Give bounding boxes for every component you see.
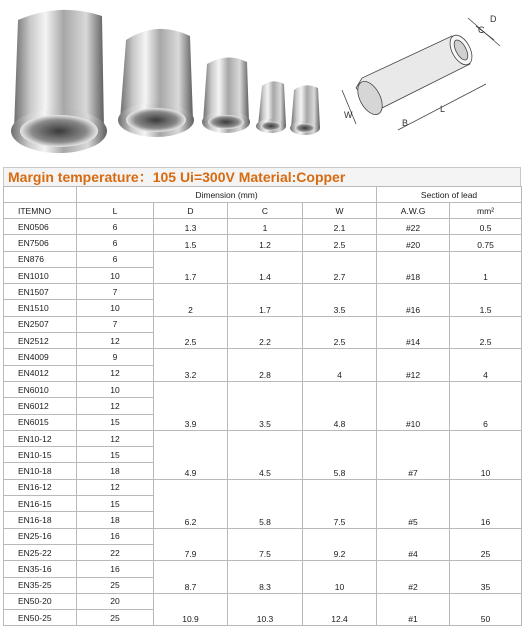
width-w-cell: 2.5 bbox=[303, 235, 377, 251]
item-number-cell: EN16-12 bbox=[4, 479, 77, 495]
cross-section-cell: 35 bbox=[450, 561, 522, 594]
item-number-cell: EN0506 bbox=[4, 219, 77, 235]
cross-section-cell: 0.5 bbox=[450, 219, 522, 235]
diameter-c-cell: 1 bbox=[228, 219, 303, 235]
length-cell: 6 bbox=[77, 219, 154, 235]
diameter-d-cell: 10.9 bbox=[154, 593, 228, 626]
item-number-cell: EN4012 bbox=[4, 365, 77, 381]
width-w-cell: 7.5 bbox=[303, 479, 377, 528]
ferrule-dimension-diagram bbox=[342, 18, 500, 130]
awg-cell: #10 bbox=[377, 381, 450, 430]
cross-section-cell: 2.5 bbox=[450, 316, 522, 349]
width-w-cell: 9.2 bbox=[303, 528, 377, 561]
cross-section-cell: 4 bbox=[450, 349, 522, 382]
ferrule-large-photo bbox=[11, 10, 107, 153]
ferrule-tiny-photo-2 bbox=[290, 85, 320, 135]
item-number-cell: EN6010 bbox=[4, 381, 77, 397]
item-number-cell: EN7506 bbox=[4, 235, 77, 251]
table-row bbox=[4, 381, 522, 397]
diameter-c-cell: 10.3 bbox=[228, 593, 303, 626]
diameter-c-cell: 3.5 bbox=[228, 381, 303, 430]
header-lead-group: Section of lead bbox=[377, 187, 522, 203]
width-w-cell: 5.8 bbox=[303, 430, 377, 479]
item-number-cell: EN10-12 bbox=[4, 430, 77, 446]
item-number-cell: EN1510 bbox=[4, 300, 77, 316]
length-cell: 18 bbox=[77, 512, 154, 528]
awg-cell: #14 bbox=[377, 316, 450, 349]
diameter-c-cell: 1.7 bbox=[228, 284, 303, 317]
dimension-label-d: D bbox=[490, 14, 497, 24]
length-cell: 12 bbox=[77, 479, 154, 495]
item-number-cell: EN35-16 bbox=[4, 561, 77, 577]
length-cell: 15 bbox=[77, 414, 154, 430]
item-number-cell: EN1507 bbox=[4, 284, 77, 300]
table-row bbox=[4, 251, 522, 267]
awg-cell: #18 bbox=[377, 251, 450, 284]
length-cell: 6 bbox=[77, 235, 154, 251]
length-cell: 16 bbox=[77, 528, 154, 544]
ferrule-medium-photo bbox=[118, 29, 194, 137]
diameter-d-cell: 7.9 bbox=[154, 528, 228, 561]
table-row bbox=[4, 284, 522, 300]
width-w-cell: 3.5 bbox=[303, 284, 377, 317]
item-number-cell: EN10-15 bbox=[4, 447, 77, 463]
width-w-cell: 12.4 bbox=[303, 593, 377, 626]
header-row-groups bbox=[4, 187, 522, 203]
width-w-cell: 4 bbox=[303, 349, 377, 382]
diameter-d-cell: 3.9 bbox=[154, 381, 228, 430]
width-w-cell: 2.1 bbox=[303, 219, 377, 235]
length-cell: 12 bbox=[77, 333, 154, 349]
item-number-cell: EN35-25 bbox=[4, 577, 77, 593]
dimension-label-c: C bbox=[478, 25, 485, 35]
length-cell: 12 bbox=[77, 398, 154, 414]
ferrule-small-photo bbox=[202, 57, 250, 133]
diameter-d-cell: 6.2 bbox=[154, 479, 228, 528]
column-header-w: W bbox=[303, 203, 377, 219]
item-number-cell: EN16-18 bbox=[4, 512, 77, 528]
item-number-cell: EN10-18 bbox=[4, 463, 77, 479]
awg-cell: #1 bbox=[377, 593, 450, 626]
item-number-cell: EN25-16 bbox=[4, 528, 77, 544]
table-row bbox=[4, 528, 522, 544]
table-row bbox=[4, 479, 522, 495]
length-cell: 12 bbox=[77, 365, 154, 381]
item-number-cell: EN2512 bbox=[4, 333, 77, 349]
item-number-cell: EN16-15 bbox=[4, 496, 77, 512]
diameter-c-cell: 8.3 bbox=[228, 561, 303, 594]
column-header-d: D bbox=[154, 203, 228, 219]
table-row bbox=[4, 593, 522, 609]
width-w-cell: 4.8 bbox=[303, 381, 377, 430]
length-cell: 25 bbox=[77, 610, 154, 626]
column-header-itemno: ITEMNO bbox=[4, 203, 77, 219]
diameter-c-cell: 4.5 bbox=[228, 430, 303, 479]
cross-section-cell: 16 bbox=[450, 479, 522, 528]
length-cell: 10 bbox=[77, 267, 154, 283]
awg-cell: #20 bbox=[377, 235, 450, 251]
cross-section-cell: 25 bbox=[450, 528, 522, 561]
diameter-d-cell: 8.7 bbox=[154, 561, 228, 594]
diameter-c-cell: 2.8 bbox=[228, 349, 303, 382]
column-header-l: L bbox=[77, 203, 154, 219]
column-header-c: C bbox=[228, 203, 303, 219]
length-cell: 18 bbox=[77, 463, 154, 479]
table-row bbox=[4, 561, 522, 577]
diameter-d-cell: 2 bbox=[154, 284, 228, 317]
width-w-cell: 2.5 bbox=[303, 316, 377, 349]
header-blank bbox=[4, 187, 77, 203]
length-cell: 6 bbox=[77, 251, 154, 267]
length-cell: 25 bbox=[77, 577, 154, 593]
table-row bbox=[4, 316, 522, 332]
page-title: Margin temperature：105 Ui=300V Material:Copper bbox=[3, 167, 521, 186]
dimension-label-b: B bbox=[402, 118, 409, 128]
diameter-c-cell: 2.2 bbox=[228, 316, 303, 349]
length-cell: 12 bbox=[77, 430, 154, 446]
length-cell: 10 bbox=[77, 300, 154, 316]
cross-section-cell: 0.75 bbox=[450, 235, 522, 251]
item-number-cell: EN876 bbox=[4, 251, 77, 267]
item-number-cell: EN4009 bbox=[4, 349, 77, 365]
table-row bbox=[4, 219, 522, 235]
ferrule-tiny-photo-1 bbox=[256, 81, 286, 133]
diameter-d-cell: 4.9 bbox=[154, 430, 228, 479]
table-row bbox=[4, 349, 522, 365]
product-photo-and-diagram bbox=[0, 0, 524, 164]
awg-cell: #7 bbox=[377, 430, 450, 479]
item-number-cell: EN6015 bbox=[4, 414, 77, 430]
length-cell: 15 bbox=[77, 496, 154, 512]
diameter-c-cell: 1.4 bbox=[228, 251, 303, 284]
item-number-cell: EN2507 bbox=[4, 316, 77, 332]
length-cell: 22 bbox=[77, 544, 154, 560]
diameter-c-cell: 7.5 bbox=[228, 528, 303, 561]
length-cell: 7 bbox=[77, 316, 154, 332]
diameter-d-cell: 2.5 bbox=[154, 316, 228, 349]
cross-section-cell: 1.5 bbox=[450, 284, 522, 317]
length-cell: 10 bbox=[77, 381, 154, 397]
item-number-cell: EN6012 bbox=[4, 398, 77, 414]
dimension-label-w: W bbox=[344, 110, 353, 120]
awg-cell: #12 bbox=[377, 349, 450, 382]
length-cell: 16 bbox=[77, 561, 154, 577]
item-number-cell: EN25-22 bbox=[4, 544, 77, 560]
width-w-cell: 10 bbox=[303, 561, 377, 594]
diameter-d-cell: 1.3 bbox=[154, 219, 228, 235]
cross-section-cell: 50 bbox=[450, 593, 522, 626]
diameter-c-cell: 1.2 bbox=[228, 235, 303, 251]
diameter-d-cell: 3.2 bbox=[154, 349, 228, 382]
column-header-awg: A.W.G bbox=[377, 203, 450, 219]
length-cell: 20 bbox=[77, 593, 154, 609]
table-row bbox=[4, 430, 522, 446]
diameter-c-cell: 5.8 bbox=[228, 479, 303, 528]
item-number-cell: EN50-20 bbox=[4, 593, 77, 609]
width-w-cell: 2.7 bbox=[303, 251, 377, 284]
awg-cell: #5 bbox=[377, 479, 450, 528]
diameter-d-cell: 1.7 bbox=[154, 251, 228, 284]
item-number-cell: EN1010 bbox=[4, 267, 77, 283]
dimension-label-l: L bbox=[440, 104, 446, 114]
cross-section-cell: 1 bbox=[450, 251, 522, 284]
diameter-d-cell: 1.5 bbox=[154, 235, 228, 251]
header-dimension-group: Dimension (mm) bbox=[77, 187, 377, 203]
length-cell: 15 bbox=[77, 447, 154, 463]
cross-section-cell: 6 bbox=[450, 381, 522, 430]
item-number-cell: EN50-25 bbox=[4, 610, 77, 626]
awg-cell: #16 bbox=[377, 284, 450, 317]
column-header-mm2: mm² bbox=[450, 203, 522, 219]
cross-section-cell: 10 bbox=[450, 430, 522, 479]
awg-cell: #22 bbox=[377, 219, 450, 235]
ferrule-spec-table bbox=[3, 186, 522, 626]
table-row bbox=[4, 235, 522, 251]
awg-cell: #2 bbox=[377, 561, 450, 594]
header-row-columns bbox=[4, 203, 522, 219]
length-cell: 7 bbox=[77, 284, 154, 300]
length-cell: 9 bbox=[77, 349, 154, 365]
awg-cell: #4 bbox=[377, 528, 450, 561]
